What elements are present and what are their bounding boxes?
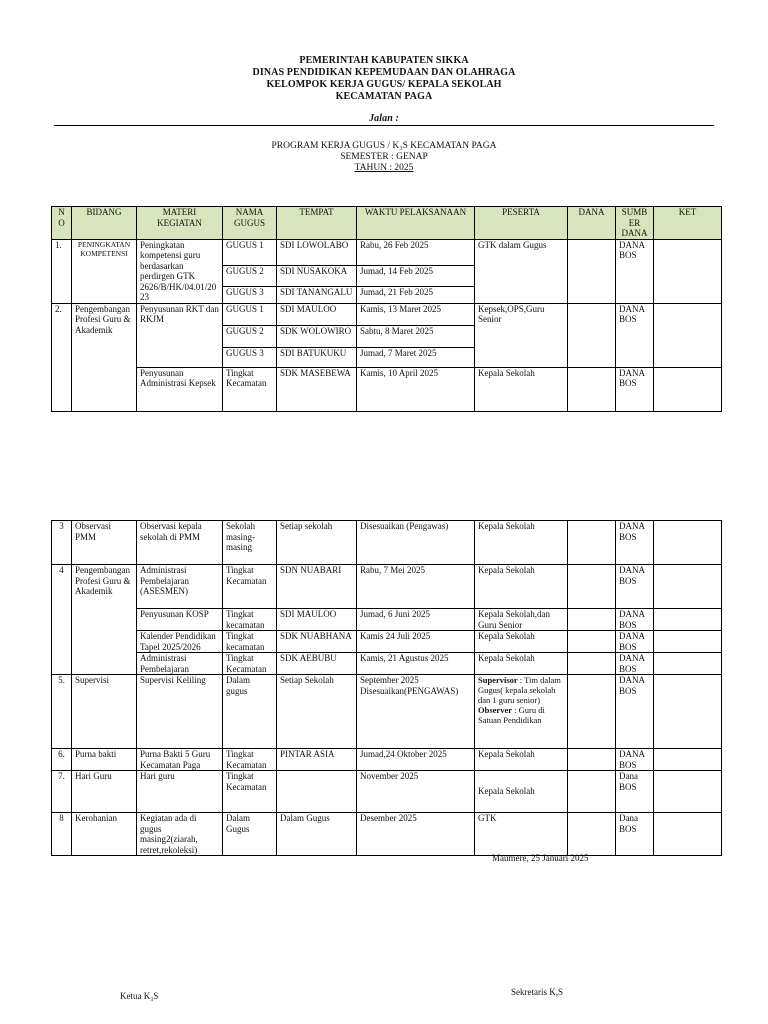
row-dana: [568, 367, 616, 411]
row-dana: [568, 749, 616, 771]
program-table-2: [51, 520, 722, 856]
header-divider: [54, 125, 714, 126]
waktu-1: Kamis, 13 Maret 2025: [360, 303, 441, 314]
row-tempat: Setiap Sekolah: [277, 675, 357, 749]
row-materi: Kegiatan ada di gugus masing2(ziarah, retret,rekoleksi): [137, 813, 223, 856]
row-peserta: Kepala Sekolah: [475, 749, 568, 771]
row-gugus: Dalam Gugus: [223, 813, 277, 856]
row-ket: [654, 813, 722, 856]
observer-text: : Guru di Satuan Pendidikan: [478, 705, 545, 725]
row-materi: [137, 239, 223, 303]
row-sumber: DANA BOS: [616, 303, 654, 367]
table-header-row: [52, 207, 722, 240]
row-bidang: Hari Guru: [72, 771, 137, 813]
col-dana: DANA: [568, 207, 616, 240]
footer-sekretaris: Sekretaris K,S: [511, 987, 563, 997]
row-bidang: Pengembangan Profesi Guru & Akademik: [72, 303, 137, 411]
row-materi: Kalender Pendidikan Tapel 2025/2026: [137, 631, 223, 653]
row-gugus: [223, 303, 277, 367]
observer-label: Observer: [478, 705, 512, 715]
row-ket: [654, 749, 722, 771]
header-line-3: KELOMPOK KERJA GUGUS/ KEPALA SEKOLAH: [266, 79, 502, 90]
row-gugus: Dalam gugus: [223, 675, 277, 749]
row-gugus: Tingkat Kecamatan: [223, 565, 277, 609]
table-row: [52, 239, 722, 303]
row-tempat: [277, 771, 357, 813]
row-ket: [654, 631, 722, 653]
row-materi: Observasi kepala sekolah di PMM: [137, 521, 223, 565]
row-waktu: Kamis, 10 April 2025: [357, 367, 475, 411]
table-row: [52, 565, 722, 609]
tempat-3: SDI TANANGALU: [277, 286, 356, 303]
row-gugus: Tingkat Kecamatan: [223, 749, 277, 771]
row-tempat: PINTAR ASIA: [277, 749, 357, 771]
row-tempat: [277, 239, 357, 303]
row-gugus: Tingkat Kecamatan: [223, 653, 277, 675]
row-materi: Purna Bakti 5 Guru Kecamatan Paga: [137, 749, 223, 771]
row-materi: Supervisi Keliling: [137, 675, 223, 749]
row-gugus: Tingkat kecamatan: [223, 609, 277, 631]
row-bidang: Observasi PMM: [72, 521, 137, 565]
col-tempat: TEMPAT: [277, 207, 357, 240]
row-no: 6.: [52, 749, 72, 771]
tempat-3: SDI BATUKUKU: [277, 347, 356, 367]
row-dana: [568, 675, 616, 749]
row-dana: [568, 239, 616, 303]
row-waktu: Jumad,24 Oktober 2025: [357, 749, 475, 771]
row-dana: [568, 813, 616, 856]
row-waktu: [357, 239, 475, 303]
row-waktu: September 2025 Disesuaikan(PENGAWAS): [357, 675, 475, 749]
tempat-2: SDI NUSAKOKA: [277, 265, 356, 286]
program-title: PROGRAM KERJA GUGUS / K₃S KECAMATAN PAGA: [271, 141, 497, 151]
table-row: [52, 631, 722, 653]
table-row: [52, 609, 722, 631]
row-sumber: DANA BOS: [616, 367, 654, 411]
table-row: [52, 653, 722, 675]
row-peserta: GTK: [475, 813, 568, 856]
row-sumber: Dana BOS: [616, 813, 654, 856]
gugus-2: GUGUS 2: [223, 325, 276, 347]
row-materi-text: Peningkatan kompetensi guru berdasarkan perdirgen GTK 2626/B/HK/04.01/2023: [140, 239, 217, 302]
gugus-1: GUGUS 1: [226, 303, 264, 314]
row-tempat: SDI MAULOO: [277, 609, 357, 631]
col-peserta: PESERTA: [475, 207, 568, 240]
col-gugus: NAMA GUGUS: [223, 207, 277, 240]
tempat-1: SDI MAULOO: [280, 303, 337, 314]
row-sumber: Dana BOS: [616, 771, 654, 813]
row-materi: Penyusunan Administrasi Kepsek: [137, 367, 223, 411]
row-waktu: Disesuaikan (Pengawas): [357, 521, 475, 565]
row-tempat: SDK NUABHANA: [277, 631, 357, 653]
tempat-1: SDI LOWOLABO: [280, 239, 349, 250]
footer-place-date: Maumere, 25 Januari 2025: [492, 853, 589, 863]
supervisor-label: Supervisor: [478, 675, 518, 685]
waktu-3: Jumad, 21 Feb 2025: [357, 286, 474, 303]
row-tempat: SDK MASEBEWA: [277, 367, 357, 411]
row-waktu: [357, 303, 475, 367]
row-ket: [654, 239, 722, 303]
row-sumber: DANA BOS: [616, 749, 654, 771]
header-line-4: KECAMATAN PAGA: [335, 91, 433, 102]
row-sumber: DANA BOS: [616, 521, 654, 565]
table-row: [52, 521, 722, 565]
col-waktu: WAKTU PELAKSANAAN: [357, 207, 475, 240]
waktu-1: Rabu, 26 Feb 2025: [360, 239, 429, 250]
row-no: 7.: [52, 771, 72, 813]
row-dana: [568, 565, 616, 609]
row-peserta: Kepala Sekolah: [475, 367, 568, 411]
row-peserta: Kepala Sekolah: [475, 653, 568, 675]
row-waktu: Desember 2025: [357, 813, 475, 856]
program-semester: SEMESTER : GENAP: [340, 152, 428, 162]
row-tempat: SDN NUABARI: [277, 565, 357, 609]
row-no: 4: [52, 565, 72, 675]
row-ket: [654, 367, 722, 411]
row-gugus: Tingkat kecamatan: [223, 631, 277, 653]
supervisor-text: : Tim dalam Gugus( kepala sekolah dan 1 guru senior): [478, 675, 561, 705]
table-row: [52, 367, 722, 411]
row-materi: Administrasi Pembelajaran: [137, 653, 223, 675]
row-ket: [654, 565, 722, 609]
row-waktu: Kamis, 21 Agustus 2025: [357, 653, 475, 675]
footer-ketua: Ketua K₃S: [120, 991, 159, 1001]
row-gugus: [223, 239, 277, 303]
table-row: [52, 749, 722, 771]
program-tahun: [0, 163, 768, 174]
row-ket: [654, 653, 722, 675]
row-bidang: Purna bakti: [72, 749, 137, 771]
table-row: [52, 303, 722, 367]
row-no: 3: [52, 521, 72, 565]
row-bidang: Pengembangan Profesi Guru & Akademik: [72, 565, 137, 675]
row-tempat: Setiap sekolah: [277, 521, 357, 565]
table-row: [52, 813, 722, 856]
row-materi: Penyusunan RKT dan RKJM: [137, 303, 223, 367]
row-bidang: Kerohanian: [72, 813, 137, 856]
row-peserta: Kepala Sekolah: [475, 565, 568, 609]
row-dana: [568, 631, 616, 653]
waktu-3: Jumad, 7 Maret 2025: [357, 347, 474, 367]
row-ket: [654, 675, 722, 749]
row-sumber: DANA BOS: [616, 653, 654, 675]
col-ket: KET: [654, 207, 722, 240]
row-sumber: DANA BOS: [616, 609, 654, 631]
row-sumber: DANA BOS: [616, 565, 654, 609]
waktu-2: Jumad, 14 Feb 2025: [357, 265, 474, 286]
row-gugus: Sekolah masing-masing: [223, 521, 277, 565]
row-dana: [568, 521, 616, 565]
row-peserta: [475, 675, 568, 749]
row-no: 8: [52, 813, 72, 856]
row-tempat: Dalam Gugus: [277, 813, 357, 856]
table-row: [52, 675, 722, 749]
row-dana: [568, 609, 616, 631]
tempat-2: SDK WOLOWIRO: [277, 325, 356, 347]
table-row: [52, 771, 722, 813]
row-waktu: November 2025: [357, 771, 475, 813]
gugus-3: GUGUS 3: [223, 286, 276, 303]
row-no: 5.: [52, 675, 72, 749]
row-waktu: Kamis 24 Juli 2025: [357, 631, 475, 653]
gugus-2: GUGUS 2: [223, 265, 276, 286]
row-sumber: DANA BOS: [616, 631, 654, 653]
row-peserta: GTK dalam Gugus: [475, 239, 568, 303]
row-bidang: PENINGKATAN KOMPETENSI: [72, 239, 137, 303]
row-sumber: DANA BOS: [616, 675, 654, 749]
row-no: 2.: [52, 303, 72, 411]
waktu-2: Sabtu, 8 Maret 2025: [357, 325, 474, 347]
col-no: N O: [52, 207, 72, 240]
row-dana: [568, 653, 616, 675]
row-sumber: DANA BOS: [616, 239, 654, 303]
row-peserta: Kepala Sekolah: [475, 771, 568, 813]
row-materi: Administrasi Pembelajaran (ASESMEN): [137, 565, 223, 609]
row-materi: Hari guru: [137, 771, 223, 813]
header-line-2: DINAS PENDIDIKAN KEPEMUDAAN DAN OLAHRAGA: [252, 67, 516, 78]
program-table-1: [51, 206, 722, 412]
row-peserta: Kepala Sekolah,dan Guru Senior: [475, 609, 568, 631]
row-peserta: Kepsek,OPS,Guru Senior: [475, 303, 568, 367]
header-line-1: PEMERINTAH KABUPATEN SIKKA: [299, 55, 469, 66]
row-peserta: Kepala Sekolah: [475, 521, 568, 565]
row-dana: [568, 303, 616, 367]
row-dana: [568, 771, 616, 813]
header-jalan: Jalan :: [369, 113, 399, 124]
row-ket: [654, 609, 722, 631]
row-gugus: Tingkat Kecamatan: [223, 367, 277, 411]
row-no: 1.: [52, 239, 72, 303]
row-ket: [654, 521, 722, 565]
row-bidang: Supervisi: [72, 675, 137, 749]
gugus-3: GUGUS 3: [223, 347, 276, 367]
row-materi: Penyusunan KOSP: [137, 609, 223, 631]
gugus-1: GUGUS 1: [226, 239, 264, 250]
col-sumber: SUMB ER DANA: [616, 207, 654, 240]
program-tahun-text: TAHUN : 2025: [354, 163, 414, 173]
row-tempat: SDK AEBUBU: [277, 653, 357, 675]
col-bidang: BIDANG: [72, 207, 137, 240]
row-gugus: Tingkat Kecamatan: [223, 771, 277, 813]
row-tempat: [277, 303, 357, 367]
row-ket: [654, 303, 722, 367]
row-peserta: Kepala Sekolah: [475, 631, 568, 653]
row-waktu: Jumad, 6 Juni 2025: [357, 609, 475, 631]
row-waktu: Rabu, 7 Mei 2025: [357, 565, 475, 609]
row-ket: [654, 771, 722, 813]
col-materi: MATERI KEGIATAN: [137, 207, 223, 240]
